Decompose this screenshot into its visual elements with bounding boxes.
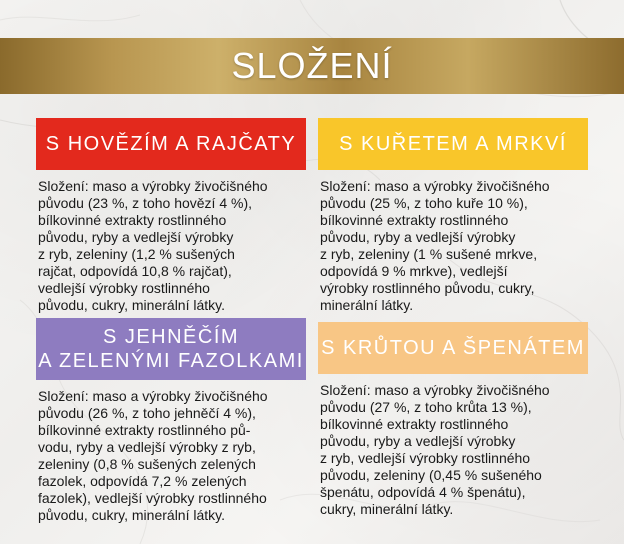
- section-label-turkey-spinach: S KRŮTOU A ŠPENÁTEM: [318, 322, 588, 374]
- section-beef-tomato: [36, 118, 306, 314]
- section-text-turkey-spinach: Složení: maso a výrobky živočišného původu (27 %, z toho krůta 13 %), bílkovinné extrakty rostlinného původu, ryby a vedlejší výrobky z ryb, vedlejší výrobky rostlinného původu, zeleniny (0,45 % sušeného špenátu, odpovídá 4 % špenátu), cukry, minerální látky.: [320, 382, 550, 517]
- section-text-lamb-beans: Složení: maso a výrobky živočišného původu (26 %, z toho jehněčí 4 %), bílkovinné extrakty rostlinného pů- vodu, ryby a vedlejší výrobky z ryb, zeleniny (0,8 % sušených zelených fazolek, odpovídá 7,2 % zelených fazolek), vedlejší výrobky rostlinného původu, cukry, minerální látky.: [38, 388, 268, 523]
- section-label-beef-tomato: S HOVĚZÍM A RAJČATY: [36, 118, 306, 170]
- section-text-chicken-carrot: Složení: maso a výrobky živočišného původu (25 %, z toho kuře 10 %), bílkovinné extrakty rostlinného původu, ryby a vedlejší výrobky z ryb, zeleniny (1 % sušené mrkve, odpovídá 9 % mrkve), vedlejší výrobky rostlinného původu, cukry, minerální látky.: [320, 178, 550, 313]
- section-chicken-carrot: [318, 118, 588, 314]
- section-text-beef-tomato: Složení: maso a výrobky živočišného původu (23 %, z toho hovězí 4 %), bílkovinné extrakty rostlinného původu, ryby a vedlejší výrobky z ryb, zeleniny (1,2 % sušených rajčat, odpovídá 10,8 % rajčat), vedlejší výrobky rostlinného původu, cukry, minerální látky.: [38, 178, 268, 313]
- section-label-lamb-beans: S JEHNĚČÍM A ZELENÝMI FAZOLKAMI: [36, 318, 306, 380]
- title-banner: [0, 38, 624, 94]
- page-title: SLOŽENÍ: [231, 45, 393, 86]
- section-label-chicken-carrot: S KUŘETEM A MRKVÍ: [318, 118, 588, 170]
- section-turkey-spinach: [318, 322, 588, 518]
- section-lamb-beans: [36, 318, 306, 524]
